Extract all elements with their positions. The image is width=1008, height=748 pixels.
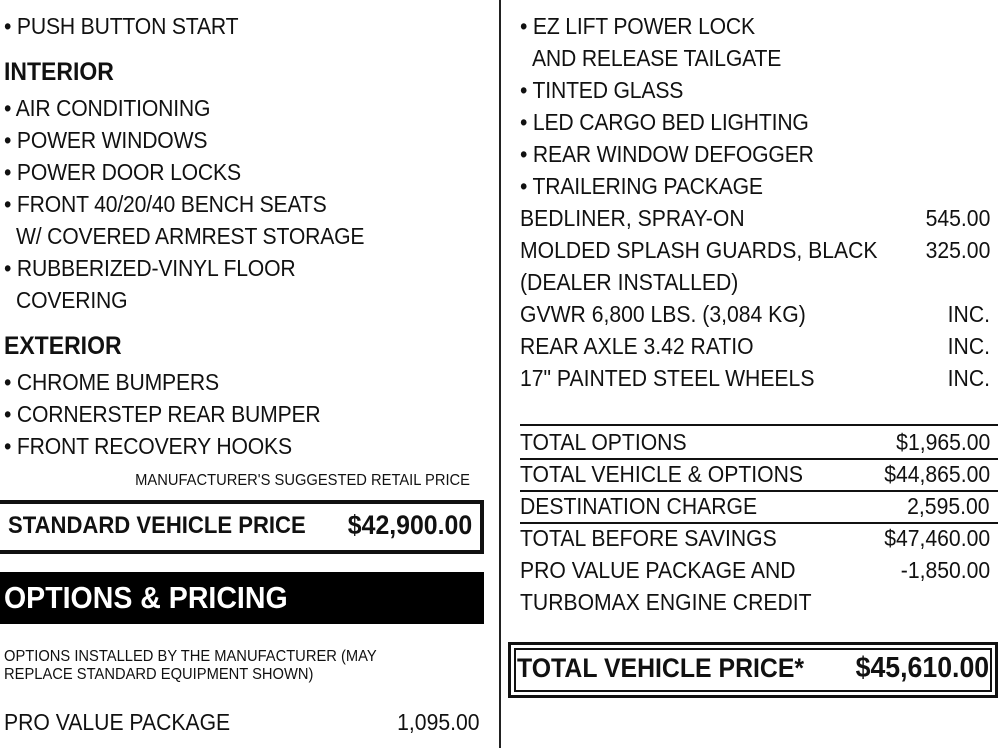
total-value: $1,965.00 [895,429,990,455]
exterior-heading: EXTERIOR [4,332,122,360]
option-label: REAR AXLE 3.42 RATIO [520,333,754,359]
total-value: $44,865.00 [884,461,990,487]
interior-item: • AIR CONDITIONING [4,95,211,121]
options-pricing-title: OPTIONS & PRICING [4,580,288,615]
total-row [520,490,1000,522]
options-pricing-band [0,572,484,624]
total-value: 2,595.00 [907,493,990,519]
total-label: PRO VALUE PACKAGE AND [520,557,796,583]
package-item: • TINTED GLASS [520,77,684,103]
option-row [520,202,1000,234]
total-label: DESTINATION CHARGE [520,493,758,519]
package-item: • EZ LIFT POWER LOCK [520,13,755,39]
option-row [520,298,1000,330]
exterior-item: • FRONT RECOVERY HOOKS [4,433,292,459]
total-row [520,586,1000,618]
left-column [0,0,490,748]
total-label: TURBOMAX ENGINE CREDIT [520,589,812,615]
option-label: PRO VALUE PACKAGE [4,709,231,735]
package-item: • REAR WINDOW DEFOGGER [520,141,814,167]
option-price: 325.00 [925,237,990,263]
option-row [520,362,1000,394]
option-row [4,706,484,738]
option-row [520,330,1000,362]
interior-item-continued: W/ COVERED ARMREST STORAGE [16,223,365,249]
total-label: TOTAL VEHICLE & OPTIONS [520,461,803,487]
package-item: • LED CARGO BED LIGHTING [520,109,809,135]
interior-heading: INTERIOR [4,58,114,86]
option-label: (DEALER INSTALLED) [520,269,739,295]
total-row [520,426,1000,458]
total-row [520,522,1000,554]
option-label: GVWR 6,800 LBS. (3,084 KG) [520,301,806,327]
interior-item: • FRONT 40/20/40 BENCH SEATS [4,191,327,217]
option-row [520,266,1000,298]
total-price-box [508,642,998,698]
option-price: INC. [947,301,990,327]
standard-price-box [0,500,484,554]
option-label: BEDLINER, SPRAY-ON [520,205,745,231]
option-price: 1,095.00 [397,709,480,735]
option-label: MOLDED SPLASH GUARDS, BLACK [520,237,878,263]
total-label: TOTAL BEFORE SAVINGS [520,525,777,551]
total-price-label: TOTAL VEHICLE PRICE* [517,653,805,683]
standard-price-label: STANDARD VEHICLE PRICE [8,512,306,539]
interior-item: • POWER WINDOWS [4,127,208,153]
total-row [520,458,1000,490]
option-price: INC. [947,365,990,391]
total-value: -1,850.00 [900,557,990,583]
option-label: 17" PAINTED STEEL WHEELS [520,365,815,391]
exterior-item: • CORNERSTEP REAR BUMPER [4,401,321,427]
package-item: • TRAILERING PACKAGE [520,173,763,199]
interior-item-continued: COVERING [16,287,128,313]
exterior-item: • CHROME BUMPERS [4,369,219,395]
total-value: $47,460.00 [884,525,990,551]
option-price: INC. [947,333,990,359]
column-divider [499,0,501,748]
options-note: OPTIONS INSTALLED BY THE MANUFACTURER (MAY REPLACE STANDARD EQUIPMENT SHOWN) [4,648,377,683]
interior-item: • POWER DOOR LOCKS [4,159,241,185]
right-column [504,0,1008,748]
option-row [520,234,1000,266]
standard-feature-item: • PUSH BUTTON START [4,13,239,39]
package-item-continued: AND RELEASE TAILGATE [532,45,782,71]
option-price: 545.00 [925,205,990,231]
interior-item: • RUBBERIZED-VINYL FLOOR [4,255,296,281]
msrp-label: MANUFACTURER'S SUGGESTED RETAIL PRICE [135,472,470,489]
standard-price-value: $42,900.00 [347,510,472,540]
total-price-value: $45,610.00 [855,652,989,684]
total-row [520,554,1000,586]
total-label: TOTAL OPTIONS [520,429,687,455]
